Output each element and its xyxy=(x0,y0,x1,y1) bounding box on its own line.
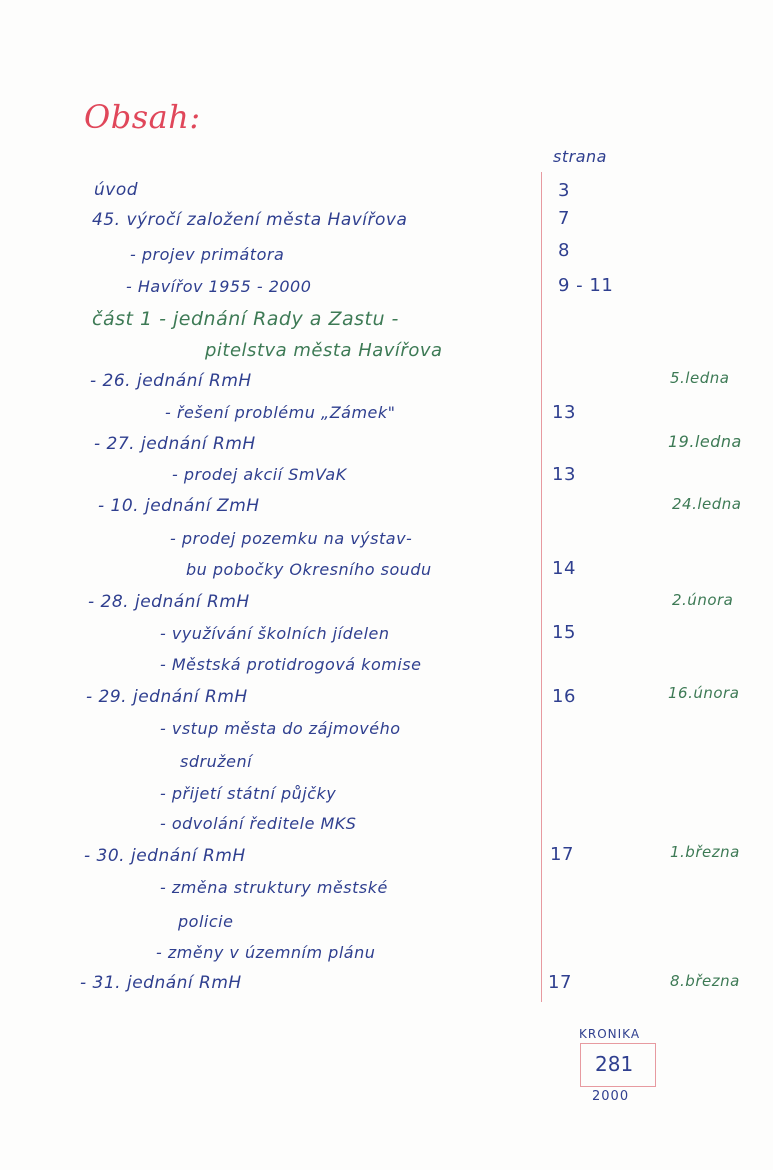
page-number: 281 xyxy=(595,1052,634,1076)
toc-entry: 45. výročí založení města Havířova xyxy=(92,210,408,230)
toc-entry: - změna struktury městské xyxy=(160,878,388,897)
toc-page-number: 3 xyxy=(558,180,570,201)
toc-entry: - prodej akcií SmVaK xyxy=(172,465,347,484)
toc-entry: - 10. jednání ZmH xyxy=(98,496,260,516)
toc-date: 24.ledna xyxy=(672,495,742,513)
toc-page-number: 8 xyxy=(558,240,570,261)
stamp-year: 2000 xyxy=(592,1089,630,1104)
toc-page-number: 17 xyxy=(550,844,574,865)
stamp-label: KRONIKA xyxy=(579,1027,641,1041)
toc-page-number: 13 xyxy=(552,464,576,485)
toc-entry: - Městská protidrogová komise xyxy=(160,655,422,674)
toc-entry: - 26. jednání RmH xyxy=(90,371,252,391)
toc-page-number: 17 xyxy=(548,972,572,993)
column-divider xyxy=(541,172,542,1002)
toc-page-number: 14 xyxy=(552,558,576,579)
toc-entry: - projev primátora xyxy=(130,245,285,264)
toc-entry: - odvolání ředitele MKS xyxy=(160,814,357,833)
toc-date: 5.ledna xyxy=(670,369,730,387)
toc-entry: - využívání školních jídelen xyxy=(160,624,390,643)
toc-entry: - 29. jednání RmH xyxy=(86,687,248,707)
column-header-page: strana xyxy=(553,147,607,166)
toc-date: 8.března xyxy=(670,972,740,990)
toc-date: 16.února xyxy=(668,684,740,702)
toc-section-heading: pitelstva města Havířova xyxy=(205,340,443,361)
toc-page-number: 15 xyxy=(552,622,576,643)
toc-date: 2.února xyxy=(672,591,734,609)
toc-entry: - 28. jednání RmH xyxy=(88,592,250,612)
toc-entry: - 30. jednání RmH xyxy=(84,846,246,866)
toc-entry: - změny v územním plánu xyxy=(156,943,376,962)
toc-entry: - 31. jednání RmH xyxy=(80,973,242,993)
toc-date: 19.ledna xyxy=(668,432,742,451)
toc-entry: - prodej pozemku na výstav- xyxy=(170,529,413,548)
toc-entry: bu pobočky Okresního soudu xyxy=(186,560,432,579)
toc-page-number: 7 xyxy=(558,208,570,229)
toc-section-heading: část 1 - jednání Rady a Zastu - xyxy=(92,308,399,330)
toc-entry: úvod xyxy=(94,180,139,200)
toc-entry: - 27. jednání RmH xyxy=(94,434,256,454)
toc-entry: - řešení problému „Zámek" xyxy=(165,403,396,422)
toc-entry: policie xyxy=(178,912,234,931)
toc-page-number: 13 xyxy=(552,402,576,423)
page-title: Obsah: xyxy=(84,98,201,136)
toc-entry: - Havířov 1955 - 2000 xyxy=(126,277,312,296)
toc-entry: - vstup města do zájmového xyxy=(160,719,401,738)
toc-entry: sdružení xyxy=(180,752,253,771)
toc-page-number: 9 - 11 xyxy=(558,275,614,296)
toc-entry: - přijetí státní půjčky xyxy=(160,784,337,803)
toc-page-number: 16 xyxy=(552,686,576,707)
toc-date: 1.března xyxy=(670,843,740,861)
